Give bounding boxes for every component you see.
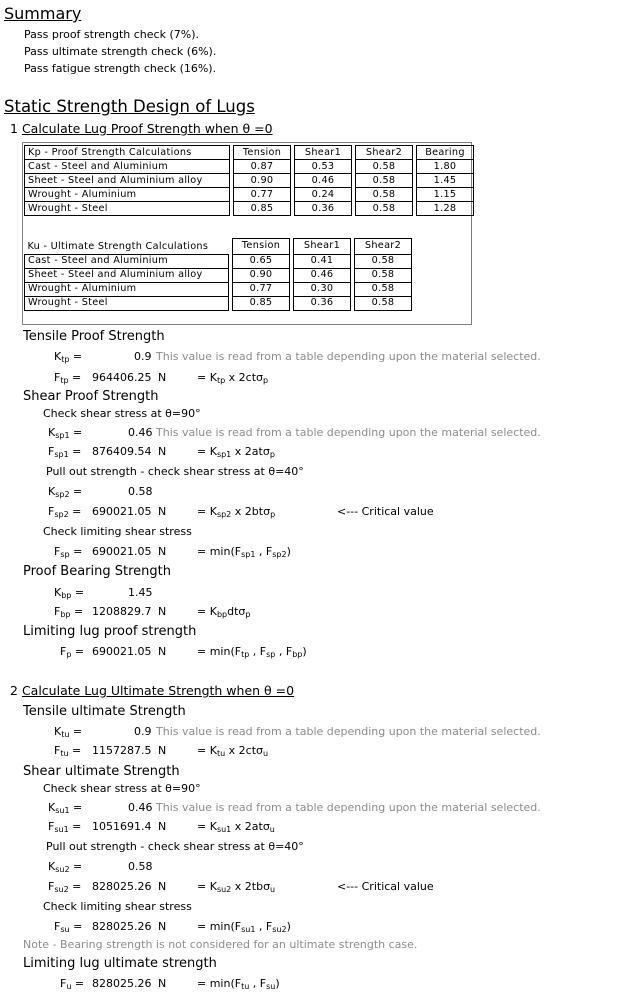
- fu-formula: = $\min(F_{tu}$ , $F_{su}$): [197, 977, 280, 991]
- ku-row-material: Sheet - Steel and Aluminium alloy: [25, 268, 229, 282]
- ultimate-limiting-title: Limiting lug ultimate strength: [23, 956, 217, 971]
- kp-cell: 1.28: [417, 202, 474, 216]
- summary-line-fatigue: Pass fatigue strength check (16%).: [24, 62, 217, 75]
- kp-cell: 0.53: [295, 160, 352, 174]
- proof-check-90: Check shear stress at θ=90°: [43, 407, 201, 420]
- kp-cell: 0.58: [356, 188, 413, 202]
- fsp-label: $F_{sp}$ =: [54, 545, 83, 559]
- kp-table-header: [25, 146, 474, 160]
- ku-header-shear1: Shear1: [294, 239, 351, 255]
- kp-cell: 0.85: [234, 202, 291, 216]
- table-row: [25, 202, 474, 216]
- fsu2-formula: = $K_{su2}$ x 2tbσ$_u$: [197, 880, 276, 894]
- ftp-value: 964406.25: [92, 371, 152, 384]
- ksu1-label: $K_{su1}$ =: [48, 801, 83, 815]
- kp-cell: 1.15: [417, 188, 474, 202]
- fsu2-value: 828025.26: [92, 880, 152, 893]
- fsp2-value: 690021.05: [92, 505, 152, 518]
- fsu-formula: = $\min(F_{su1}$ , $F_{su2}$): [197, 920, 291, 934]
- kp-row-material: Wrought - Aluminium: [25, 188, 230, 202]
- fsp-unit: N: [158, 545, 167, 558]
- fsu-unit: N: [158, 920, 167, 933]
- table-row: [25, 174, 474, 188]
- summary-line-proof: Pass proof strength check (7%).: [24, 28, 199, 41]
- table-row: [25, 282, 412, 296]
- kp-cell: 0.58: [356, 202, 413, 216]
- ftp-formula: = $K_{tp}$ x 2ctσ$_p$: [197, 371, 269, 385]
- ftu-formula: = $K_{tu}$ x 2ctσ$_u$: [197, 744, 269, 758]
- fbp-label: $F_{bp}$ =: [54, 605, 84, 619]
- table-row: [25, 268, 412, 282]
- ftp-unit: N: [158, 371, 167, 384]
- ku-cell: 0.30: [294, 282, 351, 296]
- fu-label: $F_u$ =: [60, 977, 85, 991]
- kbp-value: 1.45: [128, 586, 153, 599]
- fbp-formula: = $K_{bp}dt\sigma_p$: [197, 605, 251, 619]
- ksu2-value: 0.58: [128, 860, 153, 873]
- ku-row-material: Cast - Steel and Aluminium: [25, 254, 229, 268]
- ku-cell: 0.85: [233, 296, 290, 310]
- section-1-title: [10, 123, 273, 136]
- fsu2-unit: N: [158, 880, 167, 893]
- fp-formula: = $\min(F_{tp}$ , $F_{sp}$ , $F_{bp}$): [197, 645, 307, 659]
- section-2-title: [10, 685, 294, 698]
- ku-cell: 0.65: [233, 254, 290, 268]
- fsu1-unit: N: [158, 820, 167, 833]
- fbp-value: 1208829.7: [92, 605, 152, 618]
- fu-unit: N: [158, 977, 167, 990]
- ksp2-value: 0.58: [128, 485, 153, 498]
- kp-row-material: Sheet - Steel and Aluminium alloy: [25, 174, 230, 188]
- shear-proof-title: Shear Proof Strength: [23, 389, 159, 404]
- fbp-unit: N: [158, 605, 167, 618]
- ku-header-shear2: Shear2: [355, 239, 412, 255]
- kp-cell: 1.80: [417, 160, 474, 174]
- proof-bearing-title: Proof Bearing Strength: [23, 564, 171, 579]
- kp-cell: 0.58: [356, 160, 413, 174]
- fp-value: 690021.05: [92, 645, 152, 658]
- page-heading: Static Strength Design of Lugs: [4, 97, 255, 116]
- fsp1-unit: N: [158, 445, 167, 458]
- ku-cell: 0.46: [294, 268, 351, 282]
- ku-cell: 0.58: [355, 282, 412, 296]
- ksp1-note: This value is read from a table depending upon the material selected.: [156, 426, 541, 439]
- ku-cell: 0.41: [294, 254, 351, 268]
- ktu-note: This value is read from a table depending upon the material selected.: [156, 725, 541, 738]
- ku-cell: 0.58: [355, 268, 412, 282]
- fu-value: 828025.26: [92, 977, 152, 990]
- fsu1-label: $F_{su1}$ =: [48, 820, 82, 834]
- fsp-value: 690021.05: [92, 545, 152, 558]
- ksp1-label: $K_{sp1}$ =: [48, 426, 83, 440]
- ktp-value: 0.9: [134, 350, 152, 363]
- ultimate-check-90: Check shear stress at θ=90°: [43, 782, 201, 795]
- summary-title: Summary: [4, 4, 82, 23]
- ultimate-critical-note: <--- Critical value: [337, 880, 434, 893]
- fsp-formula: = $\min(F_{sp1}$ , $F_{sp2}$): [197, 545, 291, 559]
- kp-row-material: Wrought - Steel: [25, 202, 230, 216]
- kp-cell: 0.90: [234, 174, 291, 188]
- ku-table: [24, 238, 412, 311]
- kp-cell: 0.58: [356, 174, 413, 188]
- ku-row-material: Wrought - Aluminium: [25, 282, 229, 296]
- ksu2-label: $K_{su2}$ =: [48, 860, 83, 874]
- section-2-heading: Calculate Lug Ultimate Strength when θ =0: [21, 683, 295, 698]
- table-row: [25, 296, 412, 310]
- kp-row-material: Cast - Steel and Aluminium: [25, 160, 230, 174]
- kp-cell: 1.45: [417, 174, 474, 188]
- ku-cell: 0.58: [355, 254, 412, 268]
- kp-table: [24, 145, 474, 216]
- summary-line-ultimate: Pass ultimate strength check (6%).: [24, 45, 217, 58]
- kp-header-label: Kp - Proof Strength Calculations: [25, 146, 230, 160]
- ksp2-label: $K_{sp2}$ =: [48, 485, 83, 499]
- table-row: [25, 254, 412, 268]
- proof-pullout: Pull out strength - check shear stress at θ=40°: [46, 465, 304, 478]
- kp-header-bearing: Bearing: [417, 146, 474, 160]
- kp-cell: 0.87: [234, 160, 291, 174]
- ku-cell: 0.58: [355, 296, 412, 310]
- fsp1-label: $F_{sp1}$ =: [48, 445, 82, 459]
- kbp-label: $K_{bp}$ =: [54, 586, 85, 600]
- ftu-unit: N: [158, 744, 167, 757]
- shear-ultimate-title: Shear ultimate Strength: [23, 764, 180, 779]
- ksu1-value: 0.46: [128, 801, 153, 814]
- table-row: [25, 160, 474, 174]
- table-row: [25, 188, 474, 202]
- fsp1-value: 876409.54: [92, 445, 152, 458]
- section-2-number: 2: [10, 683, 18, 698]
- ku-header-label: Ku - Ultimate Strength Calculations: [27, 241, 209, 252]
- fsp2-label: $F_{sp2}$ =: [48, 505, 82, 519]
- ku-header-tension: Tension: [233, 239, 290, 255]
- fsu1-value: 1051691.4: [92, 820, 152, 833]
- fsu-label: $F_{su}$ =: [54, 920, 83, 934]
- ktu-label: $K_{tu}$ =: [54, 725, 83, 739]
- ftu-value: 1157287.5: [92, 744, 152, 757]
- proof-critical-note: <--- Critical value: [337, 505, 434, 518]
- fsu1-formula: = $K_{su1}$ x 2atσ$_u$: [197, 820, 275, 834]
- fsp2-formula: = $K_{sp2}$ x 2btσ$_p$: [197, 505, 276, 519]
- kp-header-shear1: Shear1: [295, 146, 352, 160]
- proof-check-limiting: Check limiting shear stress: [43, 525, 192, 538]
- tensile-proof-title: Tensile Proof Strength: [23, 329, 165, 344]
- ku-cell: 0.36: [294, 296, 351, 310]
- ultimate-check-limiting: Check limiting shear stress: [43, 900, 192, 913]
- kp-header-tension: Tension: [234, 146, 291, 160]
- section-1-heading: Calculate Lug Proof Strength when θ =0: [21, 121, 273, 136]
- ku-row-material: Wrought - Steel: [25, 296, 229, 310]
- ksp1-value: 0.46: [128, 426, 153, 439]
- ku-cell: 0.77: [233, 282, 290, 296]
- bearing-note: Note - Bearing strength is not considered for an ultimate strength case.: [23, 938, 418, 951]
- fp-label: $F_p$ =: [60, 645, 85, 659]
- ktu-value: 0.9: [134, 725, 152, 738]
- ku-table-header: [25, 239, 412, 255]
- kp-cell: 0.36: [295, 202, 352, 216]
- kp-cell: 0.46: [295, 174, 352, 188]
- kp-cell: 0.24: [295, 188, 352, 202]
- proof-limiting-title: Limiting lug proof strength: [23, 624, 197, 639]
- kp-cell: 0.77: [234, 188, 291, 202]
- fsu2-label: $F_{su2}$ =: [48, 880, 82, 894]
- ku-cell: 0.90: [233, 268, 290, 282]
- ktp-label: $K_{tp}$ =: [54, 350, 83, 364]
- fp-unit: N: [158, 645, 167, 658]
- fsp2-unit: N: [158, 505, 167, 518]
- ftu-label: $F_{tu}$ =: [54, 744, 82, 758]
- ultimate-pullout: Pull out strength - check shear stress at θ=40°: [46, 840, 304, 853]
- fsu-value: 828025.26: [92, 920, 152, 933]
- fsp1-formula: = $K_{sp1}$ x 2atσ$_p$: [197, 445, 275, 459]
- section-1-number: 1: [10, 121, 18, 136]
- ftp-label: $F_{tp}$ =: [54, 371, 82, 385]
- kp-header-shear2: Shear2: [356, 146, 413, 160]
- ksu1-note: This value is read from a table depending upon the material selected.: [156, 801, 541, 814]
- tensile-ultimate-title: Tensile ultimate Strength: [23, 704, 186, 719]
- ktp-note: This value is read from a table depending upon the material selected.: [156, 350, 541, 363]
